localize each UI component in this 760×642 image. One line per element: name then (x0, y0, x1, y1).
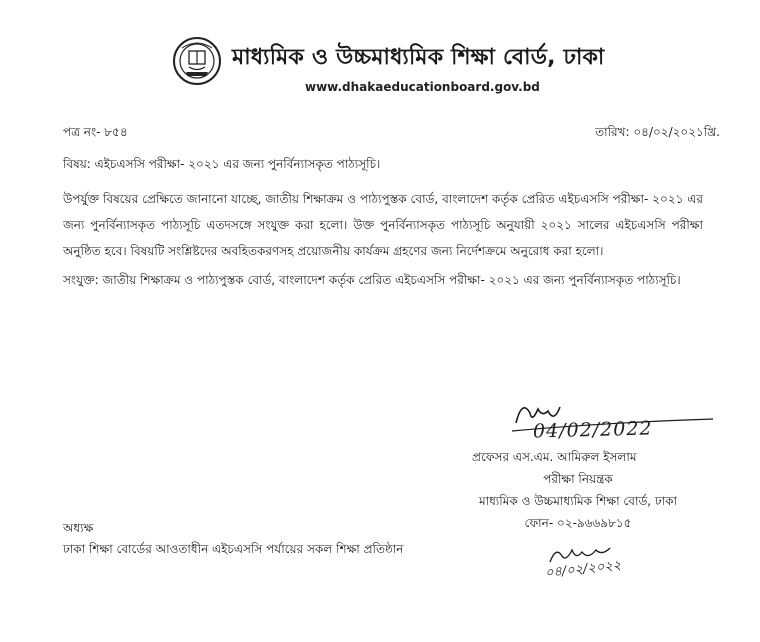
initials-date: ০৪/০২/২০২২ (544, 558, 622, 581)
letter-subject: বিষয়: এইচএসসি পরীক্ষা- ২০২১ এর জন্য পুনর্বিন্যাসকৃত পাঠ্যসূচি। (63, 157, 381, 171)
signature-block (448, 446, 708, 534)
letter-attachment: সংযুক্ত: জাতীয় শিক্ষাক্রম ও পাঠ্যপুস্তক বোর্ড, বাংলাদেশ কর্তৃক প্রেরিত এইচএসসি পরীক্ষা- ২০২১ এর জন্য পুনর্বিন্যাসকৃত পাঠ্যসূচি। (63, 273, 681, 287)
signature-handwritten-date: 04/02/2022 (532, 417, 653, 443)
board-name: মাধ্যমিক ও উচ্চমাধ্যমিক শিক্ষা বোর্ড, ঢাকা (232, 45, 605, 70)
signatory-office: মাধ্যমিক ও উচ্চমাধ্যমিক শিক্ষা বোর্ড, ঢাকা (478, 494, 678, 508)
signatory-title: পরীক্ষা নিয়ন্ত্রক (543, 472, 613, 486)
recipient-label: অধ্যক্ষ (63, 521, 94, 535)
signatory-name: প্রফেসর এস.এম. আমিরুল ইসলাম (472, 450, 637, 464)
board-seal-icon (172, 36, 222, 86)
letter-body: উপর্যুক্ত বিষয়ের প্রেক্ষিতে জানানো যাচ্ছে, জাতীয় শিক্ষাক্রম ও পাঠ্যপুস্তক বোর্ড, বাংলাদেশ কর্তৃক প্রেরিত এইচএসসি পরীক্ষা- ২০২১ এর জন্য পুনর্বিন্যাসকৃত পাঠ্যসূচি এতদসঙ্গে সংযুক্ত করা হলো। উক্ত পুনর্বিন্যাসকৃত পাঠ্যসূচি অনুযায়ী ২০২১ সালের এইচএসসি পরীক্ষা অনুষ্ঠিত হবে। বিষয়টি সংশ্লিষ্টদের অবহিতকরণসহ প্রয়োজনীয় কার্যক্রম গ্রহণের জন্য নির্দেশক্রমে অনুরোধ করা হলো। (63, 192, 703, 258)
memo-date: তারিখ: ০৪/০২/২০২১খ্রি. (595, 125, 720, 139)
signatory-phone: ফোন- ০২-৯৬৬৯৮১৫ (524, 516, 632, 530)
memo-number: পত্র নং- ৮৫৪ (63, 125, 128, 139)
board-website: www.dhakaeducationboard.gov.bd (305, 80, 540, 94)
recipient-address: ঢাকা শিক্ষা বোর্ডের আওতাধীন এইচএসসি পর্যায়ের সকল শিক্ষা প্রতিষ্ঠান (63, 542, 404, 556)
